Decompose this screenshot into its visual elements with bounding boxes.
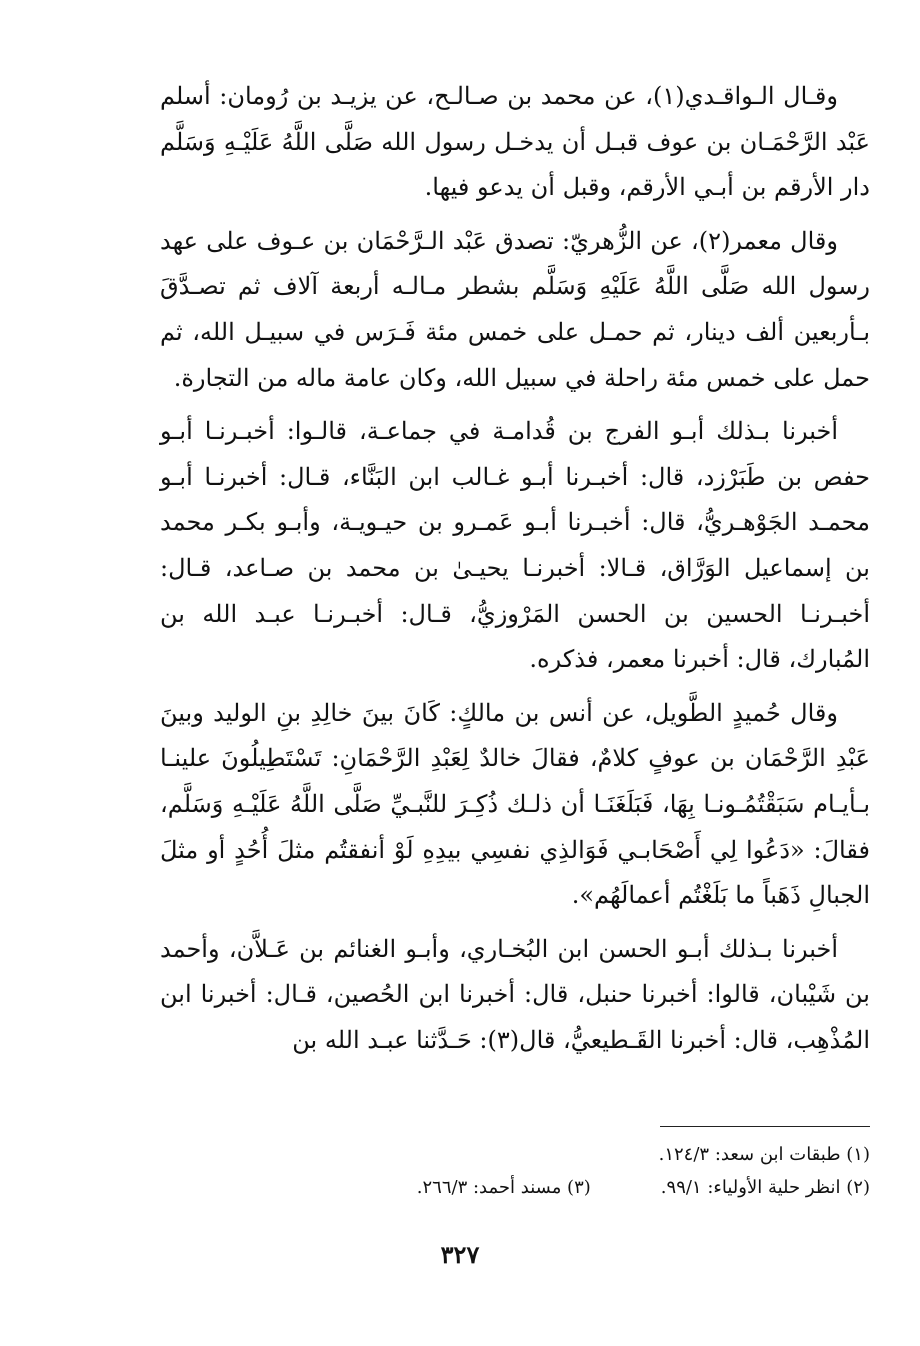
footnote-line-1 (160, 1138, 870, 1171)
paragraph-humaid: وقال حُميدٍ الطَّويل، عن أنس بن مالكٍ: كَانَ بينَ خالِدِ بنِ الوليد وبينَ عَبْدِ الرَّحْمَان بن عوفٍ كلامٌ، فقالَ خالدٌ لِعَبْدِ الرَّحْمَانِ: تَسْتَطِيلُونَ علينـا بـأيـام سَبَقْتُمُـونـا بِهَا، فَبَلَغَنَـا أن ذلـك ذُكِـرَ للنَّبـيِّ صَلَّى اللَّهُ عَلَيْـهِ وَسَلَّم، فقالَ: «دَعُوا لِي أَصْحَابـي فَوَالذِي نفسِي بيدِهِ لَوْ أنفقتُم مثلَ أُحُدٍ أو مثلَ الجبالِ ذَهَباً ما بَلَغْتُم أعمالَهُم». (160, 698, 870, 910)
footnote-line-2 (160, 1171, 870, 1204)
paragraph-waqidi: وقـال الـواقـدي(١)، عن محمد بن صـالـح، عن يزيـد بن رُومان: أسلم عَبْد الرَّحْمَـان بن عوف قبـل أن يدخـل رسول الله صَلَّى اللَّهُ عَلَيْـهِ وَسَلَّم دار الأرقم بن أبـي الأرقم، وقبل أن يدعو فيها. (160, 82, 870, 202)
paragraph-isnad-2: أخبرنا بـذلك أبـو الحسن ابن البُخـاري، وأبـو الغنائم بن عَـلاَّن، وأحمد بن شَيْبان، قالوا: أخبرنا حنبل، قال: أخبرنا ابن الحُصين، قـال: أخبرنا ابن المُذْهِب، قال: أخبرنا القَـطيعيُّ، قال(٣): حَـدَّثنا عبـد الله بن (160, 934, 870, 1054)
page-number: ٣٢٧ (440, 1240, 480, 1269)
footnote-divider (660, 1126, 870, 1127)
footnote-3: (٣) مسند أحمد: ٢٦٦/٣. (416, 1177, 591, 1198)
footnote-1: (١) طبقات ابن سعد: ١٢٤/٣. (658, 1144, 870, 1165)
paragraph-mamar: وقال معمر(٢)، عن الزُّهريّ: تصدق عَبْد الـرَّحْمَان بن عـوف على عهد رسول الله صَلَّى اللَّهُ عَلَيْهِ وَسَلَّم بشطر مـالـه أربعة آلاف ثم تصـدَّقَ بـأربعين ألف دينار، ثم حمـل على خمس مئة فَـرَس في سبيـل الله، ثم حمل على خمس مئة راحلة في سبيل الله، وكان عامة ماله من التجارة. (160, 226, 870, 392)
main-text (160, 74, 870, 1071)
paragraph-isnad-1: أخبرنا بـذلك أبـو الفرج بن قُدامـة في جماعـة، قالـوا: أخبـرنـا أبـو حفص بن طَبَرْزد، قال: أخبـرنا أبـو غـالب ابن البَنَّاء، قـال: أخبرنـا أبـو محمـد الجَوْهـريُّ، قال: أخبـرنا أبـو عَمـرو بن حيـويـة، وأبـو بكـر محمد بن إسماعيل الوَرَّاق، قـالا: أخبرنـا يحيـىٰ بن محمد بن صـاعد، قـال: أخبـرنـا الحسين بن الحسن المَرْوزيُّ، قـال: أخبـرنـا عبـد الله بن المُبارك، قال: أخبرنا معمر، فذكره. (160, 417, 870, 674)
footnotes (160, 1138, 870, 1204)
footnote-2: (٢) انظر حلية الأولياء: ٩٩/١. (660, 1177, 870, 1198)
